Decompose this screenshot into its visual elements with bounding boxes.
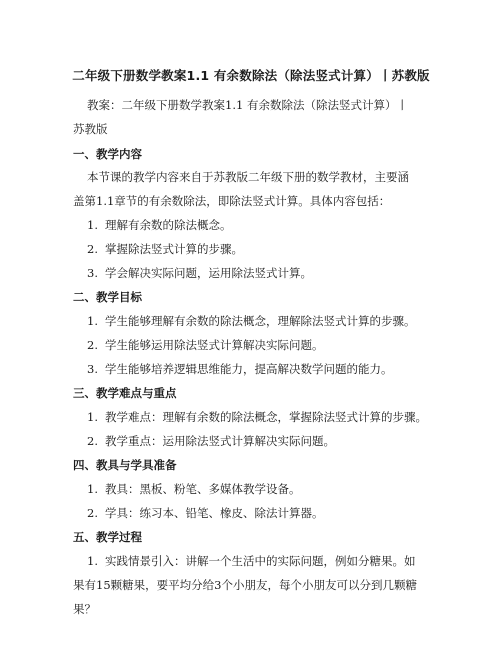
list-item-number: 1.	[87, 554, 98, 568]
intro-line: 苏教版	[73, 122, 108, 136]
list-item-number: 3.	[87, 362, 98, 376]
list-item-text: 理解有余数的除法概念。	[105, 218, 232, 232]
list-item-text: 教学难点：理解有余数的除法概念，掌握除法竖式计算的步骤。	[105, 410, 427, 424]
section-heading: 五、教学过程	[73, 530, 142, 544]
list-item-text: 实践情景引入：讲解一个生活中的实际问题，例如分糖果。如	[105, 554, 416, 568]
list-item-number: 1.	[87, 482, 98, 496]
list-item-text: 学生能够培养逻辑思维能力，提高解决数学问题的能力。	[105, 362, 393, 376]
list-item-number: 3.	[87, 266, 98, 280]
list-item-number: 1.	[87, 410, 98, 424]
section-heading: 二、教学目标	[73, 290, 142, 304]
list-item-text: 学会解决实际问题，运用除法竖式计算。	[105, 266, 312, 280]
list-item	[87, 554, 416, 568]
list-item	[87, 362, 393, 376]
list-item	[87, 434, 335, 448]
list-item-text: 教学重点：运用除法竖式计算解决实际问题。	[105, 434, 335, 448]
paragraph-line: 盖第1.1章节的有余数除法，即除法竖式计算。具体内容包括：	[73, 194, 391, 208]
list-item-number: 2.	[87, 338, 98, 352]
list-item	[87, 314, 416, 328]
list-item-text: 教具：黑板、粉笔、多媒体教学设备。	[105, 482, 301, 496]
intro-line: 教案：二年级下册数学教案1.1 有余数除法（除法竖式计算）丨	[87, 98, 408, 112]
list-item-number: 2.	[87, 506, 98, 520]
list-item-number: 2.	[87, 434, 98, 448]
list-item-number: 1.	[87, 314, 98, 328]
section-heading: 一、教学内容	[73, 147, 142, 161]
list-item	[87, 338, 324, 352]
list-item	[87, 266, 312, 280]
list-item-text: 掌握除法竖式计算的步骤。	[105, 242, 243, 256]
list-item-number: 2.	[87, 242, 98, 256]
section-heading: 四、教具与学具准备	[73, 458, 177, 472]
list-item	[87, 242, 243, 256]
paragraph-line: 果有15颗糖果，要平均分给3个小朋友，每个小朋友可以分到几颗糖	[73, 578, 417, 592]
list-item	[87, 482, 301, 496]
list-item-text: 学具：练习本、铅笔、橡皮、除法计算器。	[105, 506, 324, 520]
list-item	[87, 218, 232, 232]
document-title: 二年级下册数学教案1.1 有余数除法（除法竖式计算）丨苏教版	[72, 68, 430, 83]
list-item-text: 学生能够运用除法竖式计算解决实际问题。	[105, 338, 324, 352]
section-heading: 三、教学难点与重点	[73, 386, 177, 400]
list-item	[87, 506, 324, 520]
list-item	[87, 410, 427, 424]
paragraph-line: 本节课的教学内容来自于苏教版二年级下册的数学教材，主要涵	[87, 170, 409, 184]
list-item-number: 1.	[87, 218, 98, 232]
paragraph-line: 果？	[73, 602, 96, 616]
list-item-text: 学生能够理解有余数的除法概念，理解除法竖式计算的步骤。	[105, 314, 416, 328]
